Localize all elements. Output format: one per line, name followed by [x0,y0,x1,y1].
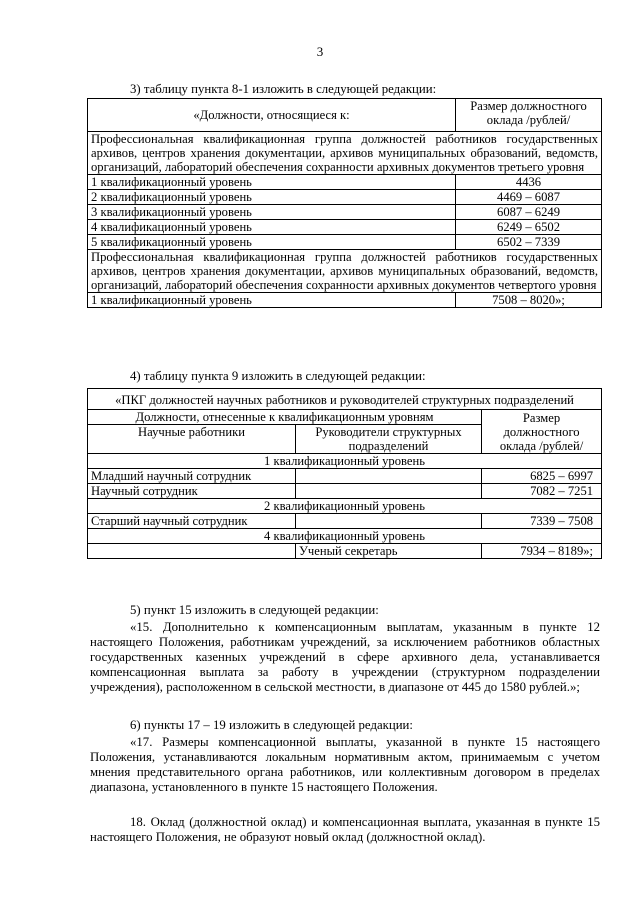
t2-empty-cell [296,469,482,484]
table-row [88,190,602,205]
t1-level-3: 3 квалификационный уровень [88,205,456,220]
table-row [88,514,602,529]
t2-researcher-salary: 7082 – 7251 [482,484,602,499]
t2-header-levels: Должности, отнесенные к квалификационным уровням [88,410,482,425]
t1-header-positions: «Должности, относящиеся к: [88,99,456,132]
t2-level-2: 2 квалификационный уровень [88,499,602,514]
t1-salary-3: 6087 – 6249 [456,205,602,220]
table-scientific-salaries [87,388,602,559]
table-row [88,484,602,499]
t2-level-1: 1 квалификационный уровень [88,454,602,469]
table-row [88,235,602,250]
item-4-intro: 4) таблицу пункта 9 изложить в следующей редакции: [130,369,426,383]
page-number: 3 [316,44,324,59]
t2-secretary-salary: 7934 – 8189»; [482,544,602,559]
t1-level-1: 1 квалификационный уровень [88,175,456,190]
t1-level-4th-1: 1 квалификационный уровень [88,293,456,308]
t1-salary-4th-1: 7508 – 8020»; [456,293,602,308]
paragraph-18: 18. Оклад (должностной оклад) и компенсационная выплата, указанная в пункте 15 настоящего Положения, не образуют новый оклад (должностной оклад). [90,815,600,844]
t2-empty-cell [296,514,482,529]
item-5-intro: 5) пункт 15 изложить в следующей редакции: [130,603,379,617]
paragraph-15: «15. Дополнительно к компенсационным выплатам, указанным в пункте 12 настоящего Положения, работникам учреждений, за исключением работников областных государственных казенных учреждений в сфере архивного дела, устанавливается компенсационная выплата за работу в учреждении (структурном подразделении учреждения), расположенном в сельской местности, в диапазоне от 445 до 1580 рублей.»; [90,620,600,694]
t1-salary-4: 6249 – 6502 [456,220,602,235]
t2-header-scientists: Научные работники [88,425,296,454]
t2-empty-cell [296,484,482,499]
table-row [88,469,602,484]
t1-level-4: 4 квалификационный уровень [88,220,456,235]
t2-header-division-heads: Руководители структурных подразделений [296,425,482,454]
t1-group-third-level: Профессиональная квалификационная группа должностей работников государственных архивов, центров хранения документации, архивов муниципальных образований, ведомств, организаций, лабораторий обеспечения сохранности архивных документов третьего уровня [88,132,602,175]
t2-researcher: Научный сотрудник [88,484,296,499]
table-row [88,205,602,220]
table-row [88,175,602,190]
paragraph-17: «17. Размеры компенсационной выплаты, указанной в пункте 15 настоящего Положения, устанавливаются локальным нормативным актом, принимаемым с учетом мнения представительного органа работников, или коллективным договором в пределах диапазона, установленного в пункте 15 настоящего Положения. [90,735,600,794]
t2-senior-researcher: Старший научный сотрудник [88,514,296,529]
table-row [88,220,602,235]
t1-header-salary: Размер должностного оклада /рублей/ [456,99,602,132]
t1-level-2: 2 квалификационный уровень [88,190,456,205]
item-6-intro: 6) пункты 17 – 19 изложить в следующей редакции: [130,718,413,732]
table-row [88,544,602,559]
t2-scientific-secretary: Ученый секретарь [296,544,482,559]
t1-salary-5: 6502 – 7339 [456,235,602,250]
t2-empty-cell [88,544,296,559]
t2-junior-researcher: Младший научный сотрудник [88,469,296,484]
t2-title: «ПКГ должностей научных работников и руководителей структурных подразделений [88,389,602,410]
table-row [88,293,602,308]
t1-salary-2: 4469 – 6087 [456,190,602,205]
t1-salary-1: 4436 [456,175,602,190]
t1-group-fourth-level: Профессиональная квалификационная группа должностей работников государственных архивов, центров хранения документации, архивов муниципальных образований, ведомств, организаций, лабораторий обеспечения сохранности архивных документов четвертого уровня [88,250,602,293]
item-3-intro: 3) таблицу пункта 8-1 изложить в следующей редакции: [130,82,437,96]
t2-senior-salary: 7339 – 7508 [482,514,602,529]
table-archive-salaries [87,98,602,308]
t2-level-4: 4 квалификационный уровень [88,529,602,544]
t1-level-5: 5 квалификационный уровень [88,235,456,250]
t2-header-salary: Размер должностного оклада /рублей/ [482,410,602,454]
t2-junior-salary: 6825 – 6997 [482,469,602,484]
